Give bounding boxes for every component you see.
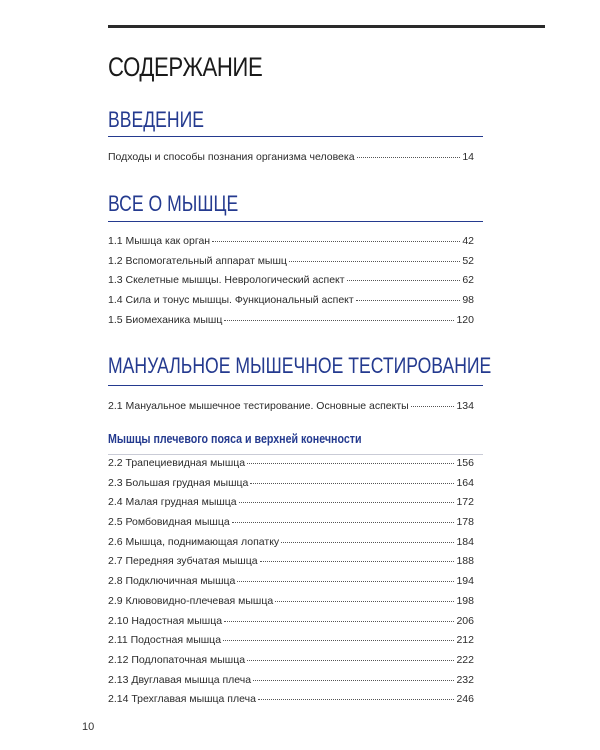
toc-entry-page: 184 [456,535,474,548]
toc-entry-page: 14 [462,151,474,163]
toc-entry-page: 194 [456,575,474,588]
toc-entry-label: 1.5 Биомеханика мышц [108,313,223,326]
toc-entry-page: 42 [462,235,474,247]
toc-entry-label: 2.2 Трапециевидная мышца [108,457,246,469]
toc-entry[interactable] [108,496,474,516]
toc-entry-page: 120 [456,313,474,326]
toc-entry-page: 98 [462,294,474,307]
section-rule [108,385,483,386]
toc-entry[interactable] [108,615,474,635]
toc-list-shoulder-upper-limb [108,457,474,713]
toc-entry[interactable] [108,575,474,595]
leader-dots [258,699,455,700]
toc-entry-page: 232 [456,673,474,686]
subsection-title: Мышцы плечевого пояса и верхней конечности [108,431,362,446]
toc-entry[interactable] [108,151,474,171]
toc-entry-page: 172 [456,496,474,509]
toc-entry-page: 198 [456,594,474,607]
toc-list-all-about-muscle [108,235,474,333]
leader-dots [357,157,461,158]
section-introduction [108,106,483,134]
toc-entry-label: 2.10 Надостная мышца [108,614,223,627]
section-title: ВСЕ О МЫШЦЕ [108,191,239,216]
toc-entry-page: 206 [456,614,474,627]
leader-dots [237,581,454,582]
toc-entry-page: 222 [456,653,474,666]
toc-entry[interactable] [108,536,474,556]
toc-entry-label: 2.9 Клювовидно-плечевая мышца [108,594,274,607]
toc-entry-label: 2.7 Передняя зубчатая мышца [108,555,258,568]
toc-entry-page: 164 [456,476,474,489]
section-title: ВВЕДЕНИЕ [108,107,204,132]
toc-entry-label: 2.14 Трехглавая мышца плеча [108,693,256,706]
leader-dots [239,502,455,503]
leader-dots [212,241,460,242]
leader-dots [247,463,454,464]
leader-dots [260,561,455,562]
toc-entry-page: 188 [456,555,474,568]
leader-dots [232,522,455,523]
leader-dots [347,280,461,281]
toc-entry-label: 1.2 Вспомогательный аппарат мышц [108,254,287,267]
leader-dots [275,601,454,602]
toc-entry[interactable] [108,674,474,694]
leader-dots [281,542,454,543]
toc-entry[interactable] [108,595,474,615]
section-manual-muscle-testing [108,352,492,380]
leader-dots [356,300,461,301]
toc-entry[interactable] [108,634,474,654]
leader-dots [253,680,454,681]
toc-entry[interactable] [108,654,474,674]
leader-dots [411,406,455,407]
toc-entry-label: 2.12 Подлопаточная мышца [108,653,246,666]
toc-entry-label: Подходы и способы познания организма человека [108,151,355,163]
toc-entry-label: 2.4 Малая грудная мышца [108,496,237,509]
toc-entry-label: 2.6 Мышца, поднимающая лопатку [108,535,280,548]
leader-dots [224,621,454,622]
toc-entry[interactable] [108,400,474,420]
toc-entry-label: 2.1 Мануальное мышечное тестирование. Основные аспекты [108,400,409,412]
section-rule [108,136,483,137]
toc-entry-page: 246 [456,693,474,706]
toc-list-manual-testing [108,400,474,420]
toc-entry[interactable] [108,294,474,314]
page-title: СОДЕРЖАНИЕ [108,52,263,82]
toc-entry-label: 2.11 Подостная мышца [108,634,222,647]
leader-dots [224,320,454,321]
toc-entry-label: 2.13 Двуглавая мышца плеча [108,673,252,686]
toc-entry-label: 2.8 Подключичная мышца [108,575,236,588]
section-rule [108,221,483,222]
toc-entry-page: 62 [462,274,474,287]
toc-entry[interactable] [108,457,474,477]
toc-entry-page: 156 [456,457,474,469]
page-number: 10 [82,721,95,733]
section-all-about-muscle [108,190,483,218]
toc-entry[interactable] [108,555,474,575]
toc-entry-label: 1.4 Сила и тонус мышцы. Функциональный аспект [108,294,354,307]
toc-entry[interactable] [108,274,474,294]
toc-entry[interactable] [108,516,474,536]
subsection-rule [108,454,483,455]
toc-entry-page: 134 [456,400,474,412]
toc-entry[interactable] [108,255,474,275]
leader-dots [247,660,454,661]
top-rule [108,25,545,28]
leader-dots [250,483,454,484]
leader-dots [289,261,460,262]
toc-entry[interactable] [108,235,474,255]
toc-entry-page: 212 [456,634,474,647]
leader-dots [223,640,454,641]
toc-entry-label: 2.5 Ромбовидная мышца [108,516,230,529]
toc-entry-label: 1.3 Скелетные мышцы. Неврологический аспект [108,274,345,287]
section-title: МАНУАЛЬНОЕ МЫШЕЧНОЕ ТЕСТИРОВАНИЕ [108,353,492,378]
toc-entry[interactable] [108,477,474,497]
toc-entry-label: 2.3 Большая грудная мышца [108,476,249,489]
toc-list-introduction [108,151,474,171]
toc-entry-page: 178 [456,516,474,529]
toc-entry-page: 52 [462,254,474,267]
toc-entry[interactable] [108,314,474,334]
toc-entry[interactable] [108,693,474,713]
toc-entry-label: 1.1 Мышца как орган [108,235,211,247]
